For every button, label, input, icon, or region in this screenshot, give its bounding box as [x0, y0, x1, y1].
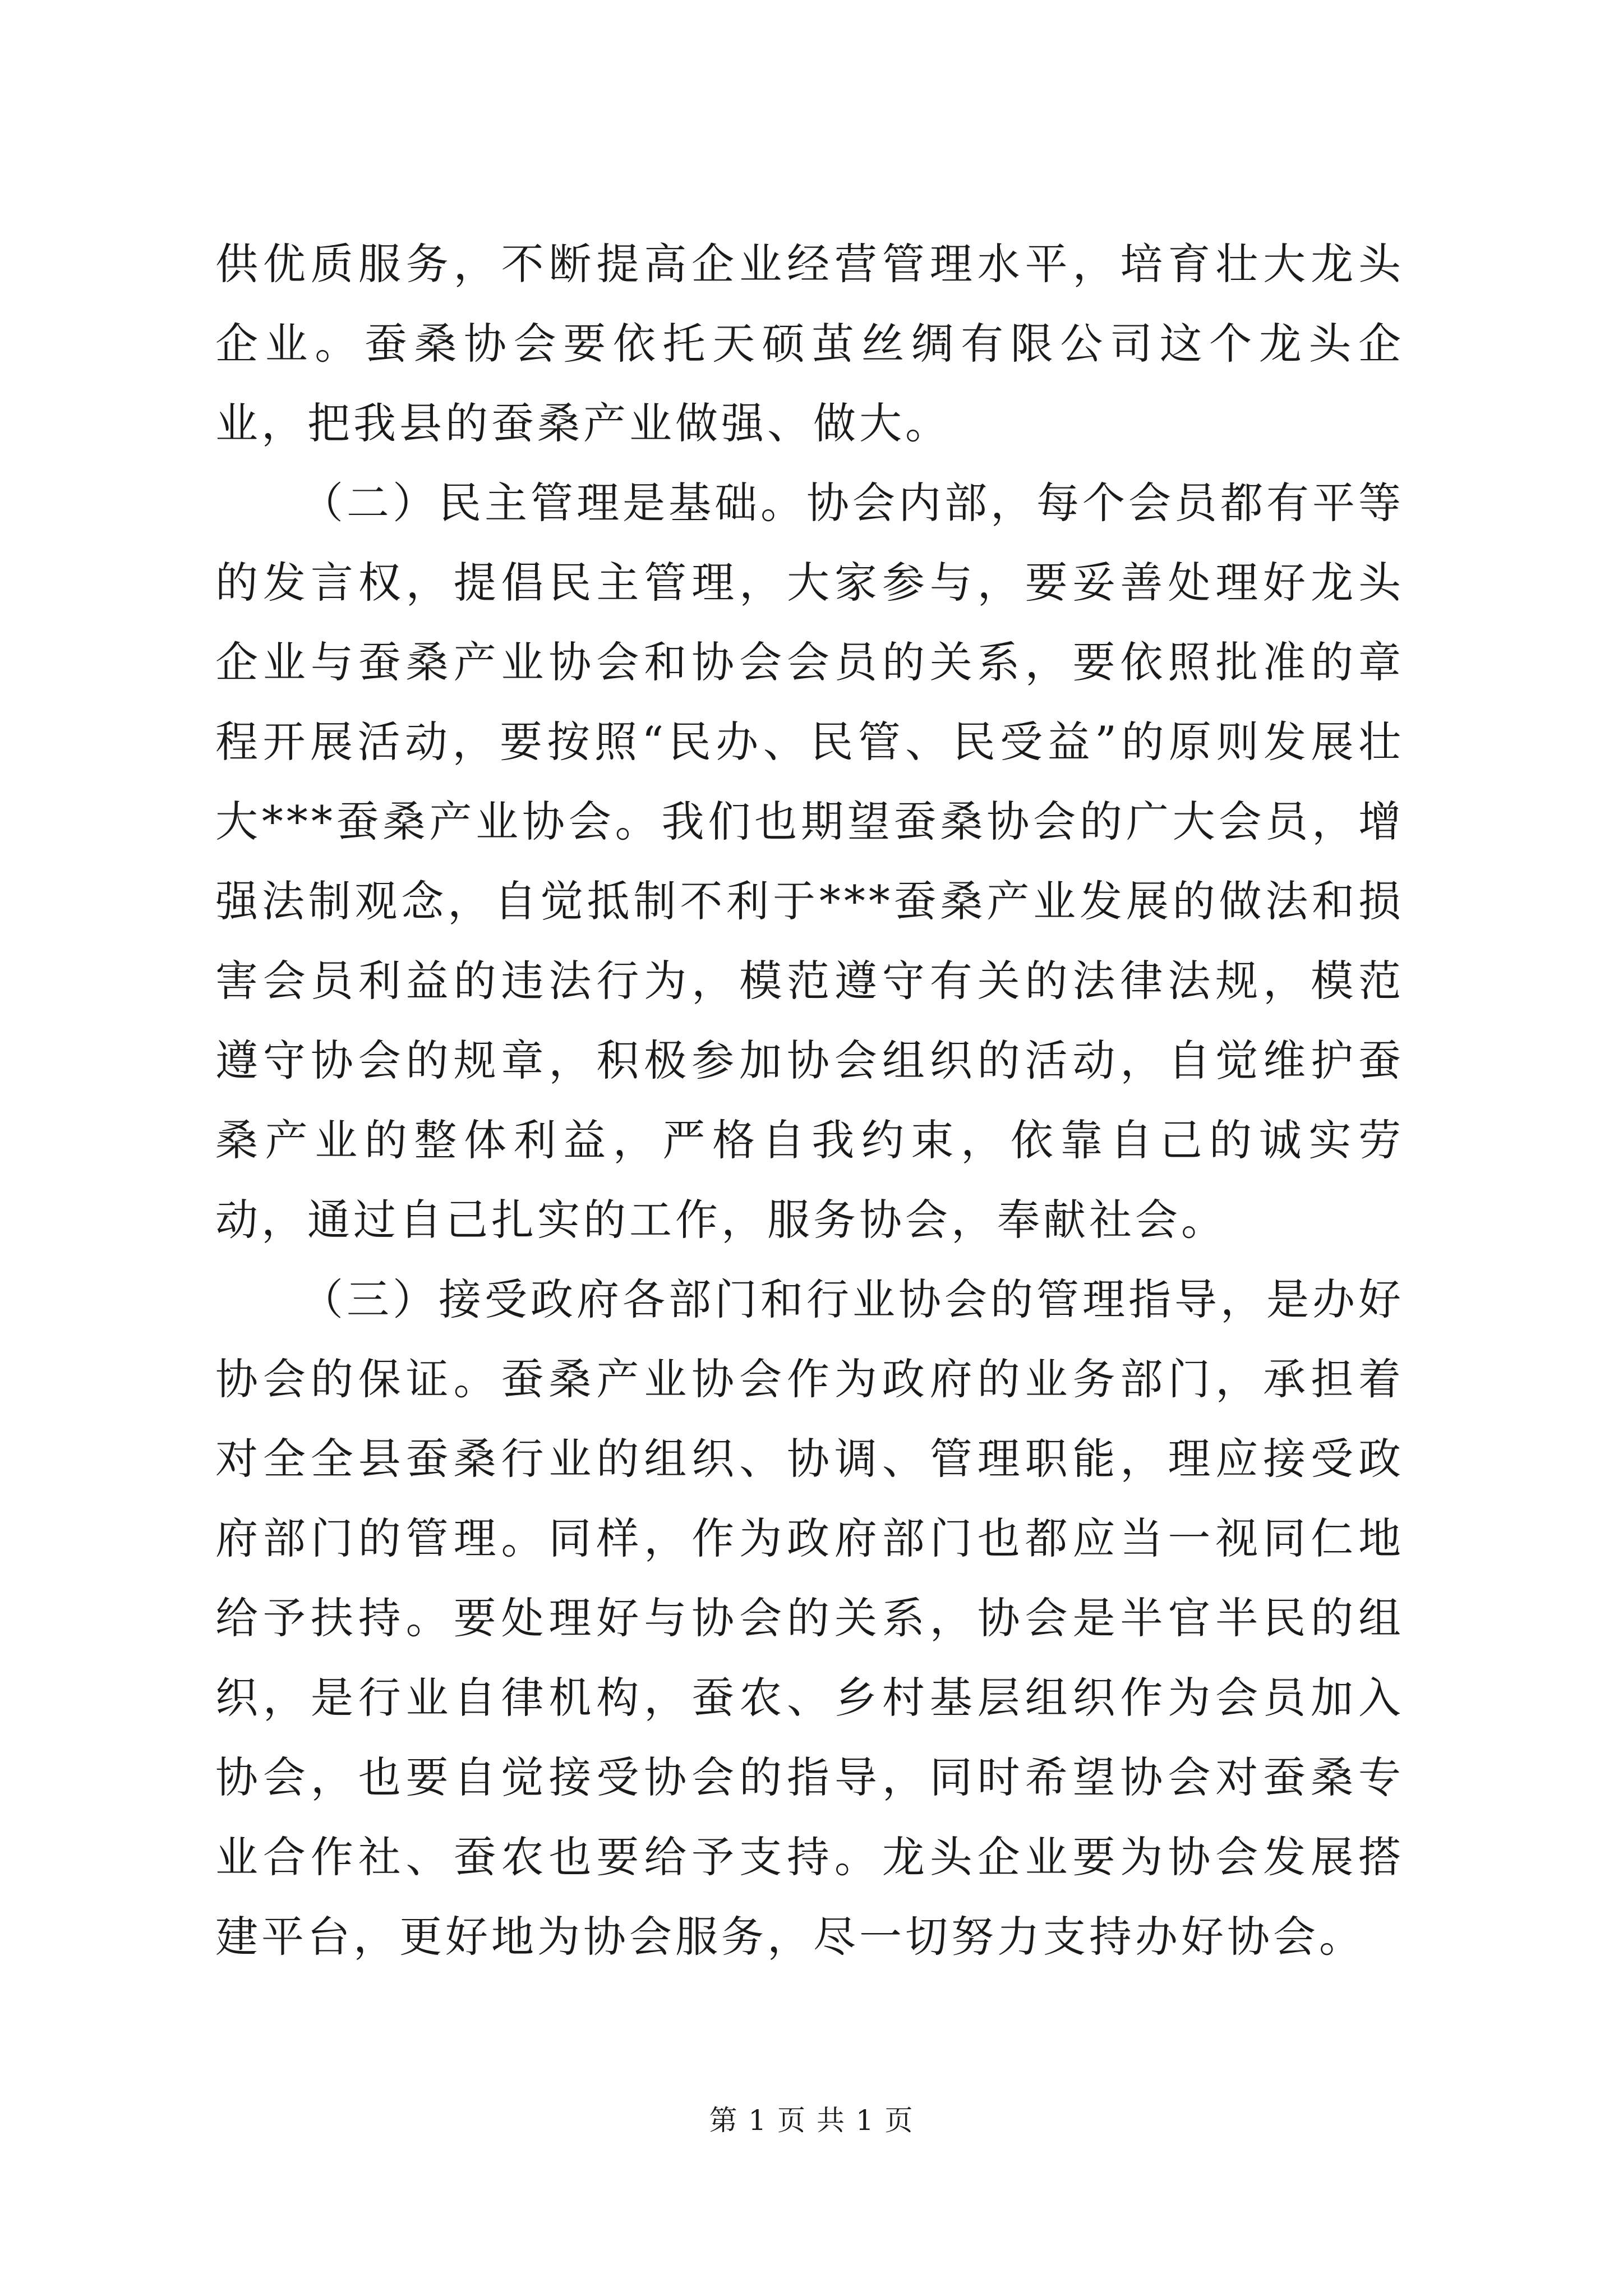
paragraph-1: 供优质服务，不断提高企业经营管理水平，培育壮大龙头企业。蚕桑协会要依托天硕茧丝绸有限公司这个龙头企业，把我县的蚕桑产业做强、做大。	[215, 239, 1404, 448]
document-body	[215, 224, 1404, 1977]
paragraph-3: （三）接受政府各部门和行业协会的管理指导，是办好协会的保证。蚕桑产业协会作为政府的业务部门，承担着对全全县蚕桑行业的组织、协调、管理职能，理应接受政府部门的管理。同样，作为政府部门也都应当一视同仁地给予扶持。要处理好与协会的关系，协会是半官半民的组织，是行业自律机构，蚕农、乡村基层组织作为会员加入协会，也要自觉接受协会的指导，同时希望协会对蚕桑专业合作社、蚕农也要给予支持。龙头企业要为协会发展搭建平台，更好地为协会服务，尽一切努力支持办好协会。	[215, 1274, 1404, 1962]
page-number-indicator: 第 1 页 共 1 页	[709, 2104, 914, 2137]
paragraph-2: （二）民主管理是基础。协会内部，每个会员都有平等的发言权，提倡民主管理，大家参与，要妥善处理好龙头企业与蚕桑产业协会和协会会员的关系，要依照批准的章程开展活动，要按照“民办、民管、民受益”的原则发展壮大***蚕桑产业协会。我们也期望蚕桑协会的广大会员，增强法制观念，自觉抵制不利于***蚕桑产业发展的做法和损害会员利益的违法行为，模范遵守有关的法律法规，模范遵守协会的规章，积极参加协会组织的活动，自觉维护蚕桑产业的整体利益，严格自我约束，依靠自己的诚实劳动，通过自己扎实的工作，服务协会，奉献社会。	[215, 478, 1404, 1245]
page-footer	[0, 2101, 1623, 2140]
